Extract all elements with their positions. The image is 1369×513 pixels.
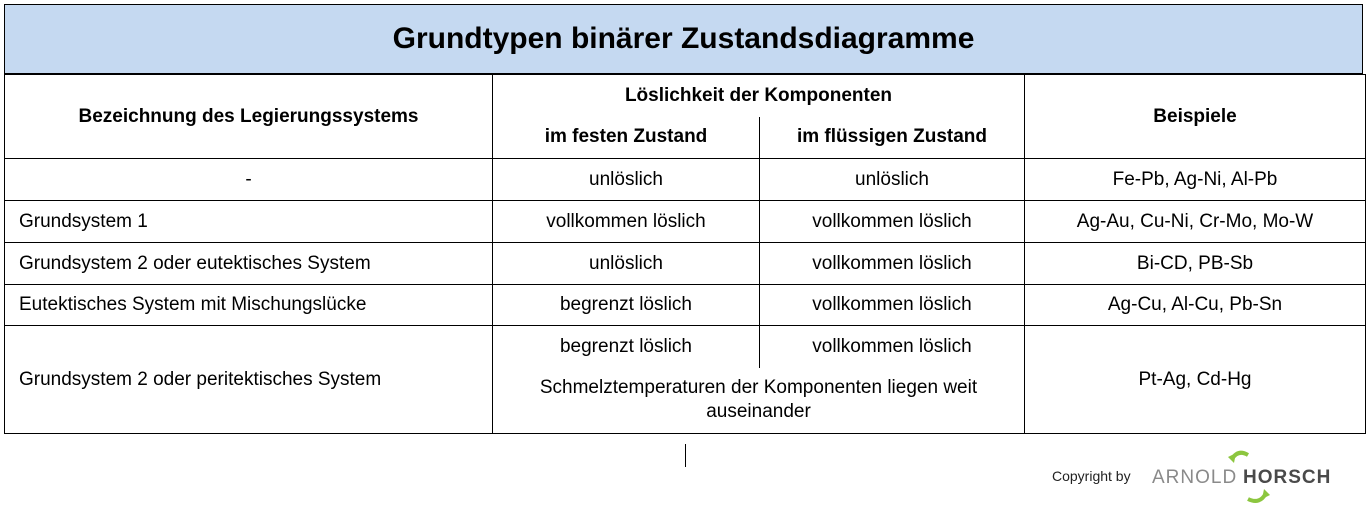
header-examples: Beispiele	[1025, 75, 1366, 159]
logo-text-horsch: HORSCH	[1243, 467, 1332, 488]
row-solid: begrenzt löslich	[493, 285, 760, 326]
row-examples: Bi-CD, PB-Sb	[1025, 243, 1366, 285]
row-name: Grundsystem 1	[5, 201, 493, 243]
row-solid: vollkommen löslich	[493, 201, 760, 243]
copyright-label: Copyright by	[1052, 468, 1131, 484]
logo-arrowhead-bottom-icon	[1262, 489, 1270, 499]
row-note: Schmelztemperaturen der Komponenten liegen weit auseinander	[493, 368, 1025, 434]
alloy-systems-table	[4, 74, 1366, 434]
row-name: Grundsystem 2 oder eutektisches System	[5, 243, 493, 285]
row-examples: Ag-Au, Cu-Ni, Cr-Mo, Mo-W	[1025, 201, 1366, 243]
row-solid: unlöslich	[493, 159, 760, 201]
table-row	[5, 243, 1366, 285]
arnold-horsch-logo	[1150, 447, 1350, 507]
table-row	[5, 201, 1366, 243]
row-liquid: vollkommen löslich	[760, 243, 1025, 285]
logo-text-arnold: ARNOLD	[1152, 467, 1238, 488]
divider	[685, 444, 686, 467]
row-name: Eutektisches System mit Mischungslücke	[5, 285, 493, 326]
table-row	[5, 285, 1366, 326]
page-title: Grundtypen binärer Zustandsdiagramme	[4, 4, 1363, 74]
row-solid: begrenzt löslich	[493, 326, 760, 368]
header-solubility: Löslichkeit der Komponenten	[493, 75, 1025, 117]
table-row	[5, 326, 1366, 368]
header-solid: im festen Zustand	[493, 117, 760, 159]
row-liquid: unlöslich	[760, 159, 1025, 201]
row-liquid: vollkommen löslich	[760, 201, 1025, 243]
logo-arrowhead-top-icon	[1228, 453, 1236, 463]
row-examples: Fe-Pb, Ag-Ni, Al-Pb	[1025, 159, 1366, 201]
row-solid: unlöslich	[493, 243, 760, 285]
row-liquid: vollkommen löslich	[760, 285, 1025, 326]
row-liquid: vollkommen löslich	[760, 326, 1025, 368]
header-designation: Bezeichnung des Legierungssystems	[5, 75, 493, 159]
row-examples: Ag-Cu, Al-Cu, Pb-Sn	[1025, 285, 1366, 326]
table-row	[5, 159, 1366, 201]
row-name: -	[5, 159, 493, 201]
row-name: Grundsystem 2 oder peritektisches System	[5, 326, 493, 434]
row-examples: Pt-Ag, Cd-Hg	[1025, 326, 1366, 434]
header-liquid: im flüssigen Zustand	[760, 117, 1025, 159]
